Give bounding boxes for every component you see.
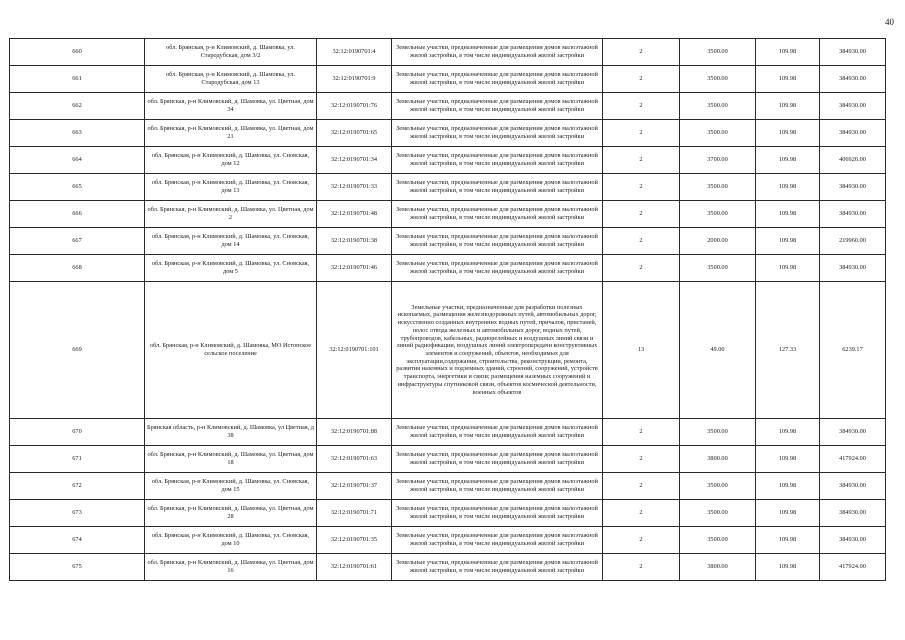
total-value: 384930.00 — [820, 66, 886, 93]
coefficient: 109.98 — [756, 147, 820, 174]
unit-price: 3500.00 — [680, 500, 756, 527]
row-number: 671 — [10, 446, 145, 473]
land-use-description: Земельные участки, предназначенные для размещения домов малоэтажной жилой застройки, в том числе индивидуальной жилой застройки — [392, 500, 603, 527]
unit-price: 3500.00 — [680, 419, 756, 446]
cadastral-number: 32:12:0190701:101 — [317, 282, 392, 419]
total-value: 219960.00 — [820, 228, 886, 255]
coefficient: 109.98 — [756, 500, 820, 527]
table-row — [10, 554, 886, 581]
address-cell: обл. Брянская, р-н Климовский, д. Шамовка, ул. Цветная, дом 16 — [145, 554, 317, 581]
row-number: 660 — [10, 39, 145, 66]
coefficient: 109.98 — [756, 527, 820, 554]
total-value: 384930.00 — [820, 93, 886, 120]
coefficient: 109.98 — [756, 201, 820, 228]
table-row — [10, 39, 886, 66]
address-cell: обл. Брянская, р-н Климовский, д. Шамовка, ул. Стародубская, дом 13 — [145, 66, 317, 93]
row-number: 666 — [10, 201, 145, 228]
cadastral-number: 32:12:0190701:88 — [317, 419, 392, 446]
table-row — [10, 500, 886, 527]
quantity: 2 — [603, 93, 680, 120]
table-row — [10, 147, 886, 174]
coefficient: 109.98 — [756, 120, 820, 147]
address-cell: Брянская область, р-н Климовский, д. Шамовка, ул Цветная, д 38 — [145, 419, 317, 446]
address-cell: обл. Брянская, р-н Климовский, д. Шамовка, МО Истопское сельское поселение — [145, 282, 317, 419]
land-use-description: Земельные участки, предназначенные для размещения домов малоэтажной жилой застройки, в том числе индивидуальной жилой застройки — [392, 419, 603, 446]
unit-price: 3800.00 — [680, 446, 756, 473]
coefficient: 109.98 — [756, 473, 820, 500]
row-number: 670 — [10, 419, 145, 446]
table-row — [10, 527, 886, 554]
unit-price: 3500.00 — [680, 255, 756, 282]
total-value: 384930.00 — [820, 201, 886, 228]
unit-price: 3500.00 — [680, 174, 756, 201]
cadastral-number: 32:12:0190701:35 — [317, 527, 392, 554]
table-row — [10, 228, 886, 255]
land-use-description: Земельные участки, предназначенные для размещения домов малоэтажной жилой застройки, в том числе индивидуальной жилой застройки — [392, 473, 603, 500]
address-cell: обл. Брянская, р-н Климовский, д. Шамовка, ул. Сновская, дом 10 — [145, 527, 317, 554]
land-register-table — [9, 38, 886, 581]
row-number: 663 — [10, 120, 145, 147]
unit-price: 3500.00 — [680, 473, 756, 500]
cadastral-number: 32:12:0190701:46 — [317, 255, 392, 282]
row-number: 673 — [10, 500, 145, 527]
table-row — [10, 419, 886, 446]
land-use-description: Земельные участки, предназначенные для размещения домов малоэтажной жилой застройки, в том числе индивидуальной жилой застройки — [392, 174, 603, 201]
coefficient: 109.98 — [756, 228, 820, 255]
quantity: 2 — [603, 446, 680, 473]
row-number: 667 — [10, 228, 145, 255]
address-cell: обл. Брянская, р-н Климовский, д. Шамовка, ул. Цветная, дом 28 — [145, 500, 317, 527]
land-use-description: Земельные участки, предназначенные для разработки полезных ископаемых, размещения железнодорожных путей, автомобильных дорог, искусственно созданных внутренних водных путей, причалов, пристаней, полос отвода железных и автомобильных дорог, водных путей, трубопроводов, кабельных, радиорелейных и воздушных линий связи и линий радиофикации, воздушных линий электропередачи конструктивных элементов и сооружений, объектов, необходимых для эксплуатации,содержания, строительства, реконструкции, ремонта, развития наземных и подземных зданий, строений, сооружений, устройств транспорта, энергетики и связи; размещения наземных сооружений и инфраструктуры спутниковой связи, объектов космической деятельности, военных объектов — [392, 282, 603, 419]
total-value: 384930.00 — [820, 527, 886, 554]
address-cell: обл. Брянская, р-н Климовский, д. Шамовка, ул. Сновская, дом 5 — [145, 255, 317, 282]
address-cell: обл. Брянская, р-н Климовский, д. Шамовка, ул. Цветная, дом 18 — [145, 446, 317, 473]
coefficient: 109.98 — [756, 419, 820, 446]
table-row — [10, 174, 886, 201]
cadastral-number: 32:12:0190701:76 — [317, 93, 392, 120]
cadastral-number: 32:12:0190701:4 — [317, 39, 392, 66]
address-cell: обл. Брянская, р-н Климовский, д. Шамовка, ул. Цветная, дом 2 — [145, 201, 317, 228]
unit-price: 2000.00 — [680, 228, 756, 255]
table-row — [10, 255, 886, 282]
total-value: 417924.00 — [820, 554, 886, 581]
cadastral-number: 32:12:0190701:9 — [317, 66, 392, 93]
unit-price: 3500.00 — [680, 201, 756, 228]
row-number: 668 — [10, 255, 145, 282]
coefficient: 109.98 — [756, 255, 820, 282]
unit-price: 3800.00 — [680, 554, 756, 581]
coefficient: 109.98 — [756, 554, 820, 581]
table-row — [10, 446, 886, 473]
total-value: 384930.00 — [820, 419, 886, 446]
land-use-description: Земельные участки, предназначенные для размещения домов малоэтажной жилой застройки, в том числе индивидуальной жилой застройки — [392, 147, 603, 174]
address-cell: обл. Брянская, р-н Климовский, д. Шамовка, ул. Сновская, дом 14 — [145, 228, 317, 255]
unit-price: 3700.00 — [680, 147, 756, 174]
unit-price: 3500.00 — [680, 527, 756, 554]
cadastral-number: 32:12:0190701:63 — [317, 446, 392, 473]
land-use-description: Земельные участки, предназначенные для размещения домов малоэтажной жилой застройки, в том числе индивидуальной жилой застройки — [392, 201, 603, 228]
unit-price: 3500.00 — [680, 93, 756, 120]
table-row — [10, 93, 886, 120]
quantity: 13 — [603, 282, 680, 419]
quantity: 2 — [603, 527, 680, 554]
cadastral-number: 32:12:0190701:65 — [317, 120, 392, 147]
coefficient: 109.98 — [756, 39, 820, 66]
address-cell: обл. Брянская, р-н Климовский, д. Шамовка, ул. Сновская, дом 13 — [145, 174, 317, 201]
total-value: 384930.00 — [820, 39, 886, 66]
cadastral-number: 32:12:0190701:61 — [317, 554, 392, 581]
quantity: 2 — [603, 473, 680, 500]
unit-price: 3500.00 — [680, 39, 756, 66]
coefficient: 109.98 — [756, 93, 820, 120]
table-row — [10, 473, 886, 500]
table-row — [10, 120, 886, 147]
quantity: 2 — [603, 120, 680, 147]
address-cell: обл. Брянская, р-н Климовский, д. Шамовка, ул. Сновская, дом 15 — [145, 473, 317, 500]
cadastral-number: 32:12:0190701:37 — [317, 473, 392, 500]
land-use-description: Земельные участки, предназначенные для размещения домов малоэтажной жилой застройки, в том числе индивидуальной жилой застройки — [392, 93, 603, 120]
land-use-description: Земельные участки, предназначенные для размещения домов малоэтажной жилой застройки, в том числе индивидуальной жилой застройки — [392, 39, 603, 66]
row-number: 669 — [10, 282, 145, 419]
table-row — [10, 201, 886, 228]
row-number: 661 — [10, 66, 145, 93]
table-row — [10, 282, 886, 419]
total-value: 384930.00 — [820, 174, 886, 201]
land-use-description: Земельные участки, предназначенные для размещения домов малоэтажной жилой застройки, в том числе индивидуальной жилой застройки — [392, 120, 603, 147]
row-number: 665 — [10, 174, 145, 201]
row-number: 664 — [10, 147, 145, 174]
land-use-description: Земельные участки, предназначенные для размещения домов малоэтажной жилой застройки, в том числе индивидуальной жилой застройки — [392, 255, 603, 282]
total-value: 384930.00 — [820, 255, 886, 282]
quantity: 2 — [603, 66, 680, 93]
unit-price: 3500.00 — [680, 120, 756, 147]
table-row — [10, 66, 886, 93]
row-number: 674 — [10, 527, 145, 554]
quantity: 2 — [603, 39, 680, 66]
land-use-description: Земельные участки, предназначенные для размещения домов малоэтажной жилой застройки, в том числе индивидуальной жилой застройки — [392, 66, 603, 93]
land-use-description: Земельные участки, предназначенные для размещения домов малоэтажной жилой застройки, в том числе индивидуальной жилой застройки — [392, 527, 603, 554]
quantity: 2 — [603, 419, 680, 446]
coefficient: 109.98 — [756, 446, 820, 473]
address-cell: обл. Брянская, р-н Климовский, д. Шамовка, ул. Сновская, дом 12 — [145, 147, 317, 174]
coefficient: 109.98 — [756, 66, 820, 93]
quantity: 2 — [603, 174, 680, 201]
cadastral-number: 32:12:0190701:48 — [317, 201, 392, 228]
quantity: 2 — [603, 255, 680, 282]
total-value: 384930.00 — [820, 500, 886, 527]
address-cell: обл. Брянская, р-н Климовский, д. Шамовка, ул. Цветная, дом 34 — [145, 93, 317, 120]
unit-price: 3500.00 — [680, 66, 756, 93]
row-number: 672 — [10, 473, 145, 500]
land-use-description: Земельные участки, предназначенные для размещения домов малоэтажной жилой застройки, в том числе индивидуальной жилой застройки — [392, 554, 603, 581]
land-use-description: Земельные участки, предназначенные для размещения домов малоэтажной жилой застройки, в том числе индивидуальной жилой застройки — [392, 446, 603, 473]
quantity: 2 — [603, 554, 680, 581]
total-value: 384930.00 — [820, 473, 886, 500]
quantity: 2 — [603, 500, 680, 527]
cadastral-number: 32:12:0190701:38 — [317, 228, 392, 255]
row-number: 662 — [10, 93, 145, 120]
cadastral-number: 32:12:0190701:34 — [317, 147, 392, 174]
cadastral-number: 32:12:0190701:33 — [317, 174, 392, 201]
total-value: 406926.00 — [820, 147, 886, 174]
address-cell: обл. Брянская, р-н Климовский, д. Шамовка, ул. Стародубская, дом 3/2 — [145, 39, 317, 66]
total-value: 6239.17 — [820, 282, 886, 419]
address-cell: обл. Брянская, р-н Климовский, д. Шамовка, ул. Цветная, дом 21 — [145, 120, 317, 147]
coefficient: 127.33 — [756, 282, 820, 419]
total-value: 384930.00 — [820, 120, 886, 147]
cadastral-number: 32:12:0190701:71 — [317, 500, 392, 527]
row-number: 675 — [10, 554, 145, 581]
land-use-description: Земельные участки, предназначенные для размещения домов малоэтажной жилой застройки, в том числе индивидуальной жилой застройки — [392, 228, 603, 255]
coefficient: 109.98 — [756, 174, 820, 201]
quantity: 2 — [603, 147, 680, 174]
quantity: 2 — [603, 201, 680, 228]
total-value: 417924.00 — [820, 446, 886, 473]
unit-price: 49.00 — [680, 282, 756, 419]
quantity: 2 — [603, 228, 680, 255]
page-number: 40 — [885, 17, 894, 27]
